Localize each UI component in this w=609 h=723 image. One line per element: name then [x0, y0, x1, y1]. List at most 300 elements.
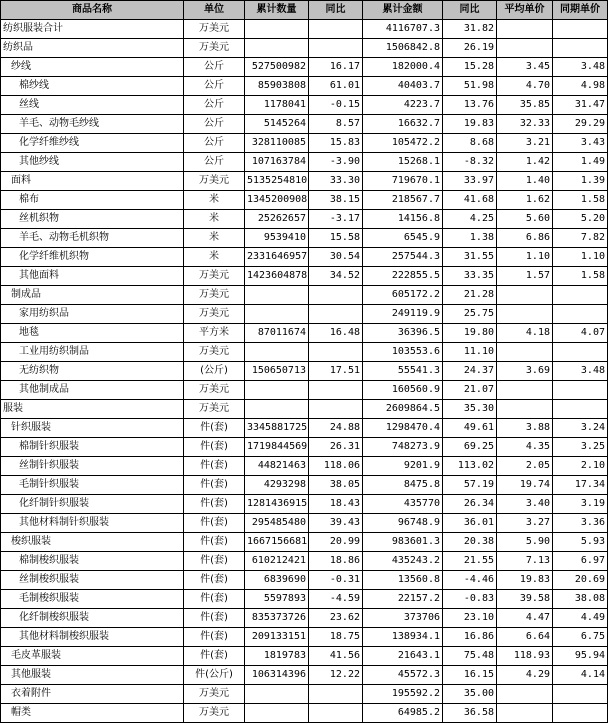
- table-row: [1, 400, 608, 419]
- cell-cumulative-amount: 435243.2: [363, 552, 443, 571]
- table-row: [1, 191, 608, 210]
- cell-cumulative-quantity: 610212421: [245, 552, 309, 571]
- cell-average-price: 1.42: [497, 153, 553, 172]
- cell-cumulative-amount: 748273.9: [363, 438, 443, 457]
- cell-product-name: 棉制梭织服装: [1, 552, 184, 571]
- cell-cumulative-amount: 8475.8: [363, 476, 443, 495]
- cell-average-price: 3.40: [497, 495, 553, 514]
- cell-cumulative-quantity: 1178041: [245, 96, 309, 115]
- cell-quantity-yoy: 20.99: [309, 533, 363, 552]
- cell-product-name: 化学纤维机织物: [1, 248, 184, 267]
- cell-cumulative-amount: 1506842.8: [363, 39, 443, 58]
- cell-prior-period-price: 1.49: [553, 153, 608, 172]
- cell-prior-period-price: [553, 704, 608, 723]
- cell-amount-yoy: 20.38: [443, 533, 497, 552]
- cell-cumulative-quantity: 107163784: [245, 153, 309, 172]
- cell-prior-period-price: 29.29: [553, 115, 608, 134]
- cell-product-name: 毛制针织服装: [1, 476, 184, 495]
- table-row: [1, 571, 608, 590]
- cell-cumulative-quantity: 25262657: [245, 210, 309, 229]
- cell-prior-period-price: 5.20: [553, 210, 608, 229]
- cell-average-price: 32.33: [497, 115, 553, 134]
- cell-prior-period-price: [553, 381, 608, 400]
- table-row: [1, 666, 608, 685]
- cell-average-price: [497, 305, 553, 324]
- cell-quantity-yoy: [309, 305, 363, 324]
- cell-amount-yoy: 75.48: [443, 647, 497, 666]
- cell-average-price: 7.13: [497, 552, 553, 571]
- table-row: [1, 134, 608, 153]
- cell-amount-yoy: 24.37: [443, 362, 497, 381]
- cell-quantity-yoy: [309, 343, 363, 362]
- cell-cumulative-quantity: [245, 685, 309, 704]
- cell-product-name: 毛制梭织服装: [1, 590, 184, 609]
- cell-quantity-yoy: 33.30: [309, 172, 363, 191]
- cell-product-name: 毛皮革服装: [1, 647, 184, 666]
- cell-unit: 公斤: [184, 153, 245, 172]
- cell-product-name: 丝制梭织服装: [1, 571, 184, 590]
- cell-cumulative-amount: 13560.8: [363, 571, 443, 590]
- table-row: [1, 495, 608, 514]
- cell-cumulative-quantity: 835373726: [245, 609, 309, 628]
- cell-amount-yoy: 35.30: [443, 400, 497, 419]
- header-unit: 单位: [184, 1, 245, 20]
- cell-unit: 公斤: [184, 115, 245, 134]
- cell-cumulative-quantity: 295485480: [245, 514, 309, 533]
- cell-quantity-yoy: 118.06: [309, 457, 363, 476]
- cell-unit: 万美元: [184, 286, 245, 305]
- cell-quantity-yoy: 24.88: [309, 419, 363, 438]
- cell-unit: 公斤: [184, 77, 245, 96]
- cell-average-price: [497, 343, 553, 362]
- cell-product-name: 纺织服装合计: [1, 20, 184, 39]
- cell-prior-period-price: [553, 39, 608, 58]
- cell-cumulative-amount: 138934.1: [363, 628, 443, 647]
- cell-cumulative-quantity: 85903808: [245, 77, 309, 96]
- cell-amount-yoy: 4.25: [443, 210, 497, 229]
- cell-unit: 件(套): [184, 571, 245, 590]
- cell-average-price: 19.83: [497, 571, 553, 590]
- table-row: [1, 552, 608, 571]
- cell-cumulative-quantity: [245, 20, 309, 39]
- cell-cumulative-amount: 36396.5: [363, 324, 443, 343]
- cell-quantity-yoy: -4.59: [309, 590, 363, 609]
- cell-average-price: 2.05: [497, 457, 553, 476]
- cell-quantity-yoy: [309, 704, 363, 723]
- cell-average-price: [497, 20, 553, 39]
- cell-quantity-yoy: -3.90: [309, 153, 363, 172]
- table-row: [1, 153, 608, 172]
- cell-product-name: 制成品: [1, 286, 184, 305]
- cell-unit: 万美元: [184, 381, 245, 400]
- cell-cumulative-amount: 21643.1: [363, 647, 443, 666]
- cell-amount-yoy: 13.76: [443, 96, 497, 115]
- table-row: [1, 229, 608, 248]
- cell-amount-yoy: 41.68: [443, 191, 497, 210]
- cell-product-name: 化纤制梭织服装: [1, 609, 184, 628]
- table-row: [1, 172, 608, 191]
- cell-amount-yoy: 35.00: [443, 685, 497, 704]
- cell-amount-yoy: 21.07: [443, 381, 497, 400]
- cell-cumulative-quantity: 527500982: [245, 58, 309, 77]
- cell-product-name: 工业用纺织制品: [1, 343, 184, 362]
- cell-product-name: 棉布: [1, 191, 184, 210]
- cell-quantity-yoy: [309, 39, 363, 58]
- cell-cumulative-quantity: [245, 704, 309, 723]
- cell-average-price: 3.27: [497, 514, 553, 533]
- cell-amount-yoy: 1.38: [443, 229, 497, 248]
- cell-quantity-yoy: 34.52: [309, 267, 363, 286]
- cell-product-name: 丝机织物: [1, 210, 184, 229]
- cell-amount-yoy: 25.75: [443, 305, 497, 324]
- table-row: [1, 628, 608, 647]
- cell-prior-period-price: 3.19: [553, 495, 608, 514]
- header-amount-yoy: 同比: [443, 1, 497, 20]
- cell-amount-yoy: 26.19: [443, 39, 497, 58]
- cell-unit: 件(公斤): [184, 666, 245, 685]
- cell-prior-period-price: 1.39: [553, 172, 608, 191]
- cell-average-price: [497, 704, 553, 723]
- cell-prior-period-price: 17.34: [553, 476, 608, 495]
- cell-cumulative-quantity: 1423604878: [245, 267, 309, 286]
- cell-average-price: 4.47: [497, 609, 553, 628]
- cell-prior-period-price: [553, 400, 608, 419]
- cell-unit: 公斤: [184, 96, 245, 115]
- cell-unit: 件(套): [184, 457, 245, 476]
- cell-quantity-yoy: -0.31: [309, 571, 363, 590]
- cell-cumulative-amount: 45572.3: [363, 666, 443, 685]
- cell-cumulative-quantity: 44821463: [245, 457, 309, 476]
- cell-prior-period-price: 6.97: [553, 552, 608, 571]
- cell-prior-period-price: [553, 20, 608, 39]
- cell-quantity-yoy: -0.15: [309, 96, 363, 115]
- cell-amount-yoy: 31.55: [443, 248, 497, 267]
- table-row: [1, 590, 608, 609]
- cell-amount-yoy: 36.58: [443, 704, 497, 723]
- cell-average-price: 5.90: [497, 533, 553, 552]
- cell-quantity-yoy: 38.05: [309, 476, 363, 495]
- table-row: [1, 647, 608, 666]
- cell-cumulative-quantity: 328110085: [245, 134, 309, 153]
- cell-product-name: 其他材料制梭织服装: [1, 628, 184, 647]
- cell-average-price: 6.64: [497, 628, 553, 647]
- table-row: [1, 58, 608, 77]
- cell-prior-period-price: 31.47: [553, 96, 608, 115]
- cell-cumulative-quantity: [245, 286, 309, 305]
- cell-prior-period-price: 3.48: [553, 58, 608, 77]
- cell-prior-period-price: 3.43: [553, 134, 608, 153]
- cell-unit: 件(套): [184, 476, 245, 495]
- cell-unit: 米: [184, 210, 245, 229]
- cell-quantity-yoy: -3.17: [309, 210, 363, 229]
- cell-cumulative-quantity: 1345200908: [245, 191, 309, 210]
- cell-cumulative-quantity: 3345881725: [245, 419, 309, 438]
- cell-cumulative-amount: 160560.9: [363, 381, 443, 400]
- cell-cumulative-amount: 55541.3: [363, 362, 443, 381]
- cell-average-price: [497, 286, 553, 305]
- cell-average-price: 39.58: [497, 590, 553, 609]
- table-body: [1, 20, 608, 723]
- cell-prior-period-price: 1.58: [553, 191, 608, 210]
- cell-product-name: 棉纱线: [1, 77, 184, 96]
- table-row: [1, 267, 608, 286]
- cell-quantity-yoy: 18.75: [309, 628, 363, 647]
- cell-cumulative-amount: 9201.9: [363, 457, 443, 476]
- cell-cumulative-amount: 983601.3: [363, 533, 443, 552]
- cell-product-name: 面料: [1, 172, 184, 191]
- table-row: [1, 20, 608, 39]
- cell-cumulative-quantity: [245, 305, 309, 324]
- cell-average-price: 1.40: [497, 172, 553, 191]
- cell-prior-period-price: 1.58: [553, 267, 608, 286]
- cell-average-price: 4.70: [497, 77, 553, 96]
- cell-quantity-yoy: 16.48: [309, 324, 363, 343]
- cell-cumulative-amount: 14156.8: [363, 210, 443, 229]
- table-row: [1, 39, 608, 58]
- cell-prior-period-price: 3.48: [553, 362, 608, 381]
- table-row: [1, 533, 608, 552]
- cell-prior-period-price: 4.49: [553, 609, 608, 628]
- cell-amount-yoy: 113.02: [443, 457, 497, 476]
- cell-amount-yoy: 16.86: [443, 628, 497, 647]
- table-row: [1, 286, 608, 305]
- cell-product-name: 羊毛、动物毛纱线: [1, 115, 184, 134]
- cell-average-price: 4.35: [497, 438, 553, 457]
- cell-cumulative-quantity: 2331646957: [245, 248, 309, 267]
- table-row: [1, 704, 608, 723]
- cell-unit: 万美元: [184, 267, 245, 286]
- cell-average-price: 3.45: [497, 58, 553, 77]
- cell-unit: 公斤: [184, 58, 245, 77]
- cell-amount-yoy: 15.28: [443, 58, 497, 77]
- cell-unit: 件(套): [184, 609, 245, 628]
- cell-quantity-yoy: 15.58: [309, 229, 363, 248]
- cell-prior-period-price: 4.98: [553, 77, 608, 96]
- cell-cumulative-amount: 2609864.5: [363, 400, 443, 419]
- cell-cumulative-amount: 195592.2: [363, 685, 443, 704]
- cell-amount-yoy: 21.28: [443, 286, 497, 305]
- cell-cumulative-amount: 435770: [363, 495, 443, 514]
- cell-average-price: 1.57: [497, 267, 553, 286]
- cell-cumulative-quantity: 1281436915: [245, 495, 309, 514]
- cell-average-price: 4.18: [497, 324, 553, 343]
- cell-average-price: [497, 39, 553, 58]
- table-row: [1, 362, 608, 381]
- header-row: [1, 1, 608, 20]
- cell-quantity-yoy: [309, 381, 363, 400]
- cell-cumulative-quantity: [245, 39, 309, 58]
- cell-cumulative-amount: 105472.2: [363, 134, 443, 153]
- cell-prior-period-price: 95.94: [553, 647, 608, 666]
- table-row: [1, 419, 608, 438]
- cell-quantity-yoy: 26.31: [309, 438, 363, 457]
- cell-unit: 件(套): [184, 647, 245, 666]
- cell-amount-yoy: 26.34: [443, 495, 497, 514]
- cell-unit: 件(套): [184, 590, 245, 609]
- cell-product-name: 其他面料: [1, 267, 184, 286]
- cell-cumulative-quantity: 5145264: [245, 115, 309, 134]
- table-row: [1, 305, 608, 324]
- cell-unit: 件(套): [184, 495, 245, 514]
- cell-cumulative-amount: 64985.2: [363, 704, 443, 723]
- cell-cumulative-amount: 222855.5: [363, 267, 443, 286]
- cell-amount-yoy: 23.10: [443, 609, 497, 628]
- cell-amount-yoy: 19.83: [443, 115, 497, 134]
- cell-unit: 件(套): [184, 628, 245, 647]
- cell-unit: 万美元: [184, 39, 245, 58]
- cell-prior-period-price: 7.82: [553, 229, 608, 248]
- cell-prior-period-price: 1.10: [553, 248, 608, 267]
- cell-amount-yoy: -4.46: [443, 571, 497, 590]
- cell-product-name: 梭织服装: [1, 533, 184, 552]
- cell-prior-period-price: 4.14: [553, 666, 608, 685]
- cell-cumulative-quantity: 6839690: [245, 571, 309, 590]
- cell-quantity-yoy: 17.51: [309, 362, 363, 381]
- table-row: [1, 248, 608, 267]
- cell-unit: 万美元: [184, 305, 245, 324]
- cell-cumulative-quantity: 1719844569: [245, 438, 309, 457]
- cell-cumulative-amount: 373706: [363, 609, 443, 628]
- cell-quantity-yoy: 18.86: [309, 552, 363, 571]
- cell-amount-yoy: 11.10: [443, 343, 497, 362]
- cell-amount-yoy: 31.82: [443, 20, 497, 39]
- table-row: [1, 457, 608, 476]
- cell-amount-yoy: 33.97: [443, 172, 497, 191]
- cell-average-price: 1.10: [497, 248, 553, 267]
- cell-prior-period-price: 3.25: [553, 438, 608, 457]
- cell-unit: (公斤): [184, 362, 245, 381]
- cell-quantity-yoy: 18.43: [309, 495, 363, 514]
- cell-unit: 平方米: [184, 324, 245, 343]
- cell-unit: 公斤: [184, 134, 245, 153]
- cell-prior-period-price: 38.08: [553, 590, 608, 609]
- cell-cumulative-amount: 605172.2: [363, 286, 443, 305]
- cell-product-name: 地毯: [1, 324, 184, 343]
- cell-amount-yoy: -8.32: [443, 153, 497, 172]
- cell-cumulative-amount: 6545.9: [363, 229, 443, 248]
- cell-amount-yoy: 19.80: [443, 324, 497, 343]
- cell-product-name: 其他纱线: [1, 153, 184, 172]
- cell-product-name: 纺织品: [1, 39, 184, 58]
- cell-cumulative-quantity: 150650713: [245, 362, 309, 381]
- cell-cumulative-amount: 257544.3: [363, 248, 443, 267]
- cell-cumulative-quantity: 9539410: [245, 229, 309, 248]
- cell-cumulative-amount: 249119.9: [363, 305, 443, 324]
- header-cumulative-amount: 累计金额: [363, 1, 443, 20]
- cell-cumulative-quantity: 4293298: [245, 476, 309, 495]
- table-row: [1, 685, 608, 704]
- cell-unit: 米: [184, 191, 245, 210]
- table-row: [1, 324, 608, 343]
- cell-product-name: 服装: [1, 400, 184, 419]
- table-row: [1, 115, 608, 134]
- cell-unit: 件(套): [184, 514, 245, 533]
- cell-average-price: [497, 400, 553, 419]
- cell-amount-yoy: 16.15: [443, 666, 497, 685]
- table-row: [1, 381, 608, 400]
- cell-average-price: 3.21: [497, 134, 553, 153]
- cell-cumulative-amount: 218567.7: [363, 191, 443, 210]
- table-row: [1, 514, 608, 533]
- cell-product-name: 家用纺织品: [1, 305, 184, 324]
- cell-product-name: 衣着附件: [1, 685, 184, 704]
- cell-cumulative-amount: 182000.4: [363, 58, 443, 77]
- cell-amount-yoy: 8.68: [443, 134, 497, 153]
- table-row: [1, 343, 608, 362]
- header-product-name: 商品名称: [1, 1, 184, 20]
- cell-quantity-yoy: 16.17: [309, 58, 363, 77]
- cell-unit: 万美元: [184, 343, 245, 362]
- cell-unit: 件(套): [184, 552, 245, 571]
- cell-cumulative-quantity: 106314396: [245, 666, 309, 685]
- cell-prior-period-price: 5.93: [553, 533, 608, 552]
- cell-cumulative-quantity: [245, 343, 309, 362]
- header-prior-period-price: 同期单价: [553, 1, 608, 20]
- cell-cumulative-amount: 96748.9: [363, 514, 443, 533]
- header-average-price: 平均单价: [497, 1, 553, 20]
- cell-cumulative-amount: 15268.1: [363, 153, 443, 172]
- cell-quantity-yoy: [309, 286, 363, 305]
- cell-prior-period-price: 3.36: [553, 514, 608, 533]
- cell-amount-yoy: 51.98: [443, 77, 497, 96]
- cell-quantity-yoy: 41.56: [309, 647, 363, 666]
- cell-product-name: 无纺织物: [1, 362, 184, 381]
- cell-quantity-yoy: [309, 400, 363, 419]
- cell-prior-period-price: [553, 343, 608, 362]
- cell-prior-period-price: 6.75: [553, 628, 608, 647]
- cell-prior-period-price: [553, 286, 608, 305]
- table-row: [1, 77, 608, 96]
- cell-unit: 万美元: [184, 172, 245, 191]
- cell-quantity-yoy: 12.22: [309, 666, 363, 685]
- cell-cumulative-amount: 4223.7: [363, 96, 443, 115]
- cell-quantity-yoy: [309, 685, 363, 704]
- cell-cumulative-quantity: 1667156681: [245, 533, 309, 552]
- cell-cumulative-amount: 103553.6: [363, 343, 443, 362]
- cell-cumulative-quantity: 5135254810: [245, 172, 309, 191]
- cell-quantity-yoy: 23.62: [309, 609, 363, 628]
- header-quantity-yoy: 同比: [309, 1, 363, 20]
- cell-amount-yoy: 33.35: [443, 267, 497, 286]
- cell-unit: 米: [184, 229, 245, 248]
- cell-prior-period-price: 4.07: [553, 324, 608, 343]
- cell-average-price: 6.86: [497, 229, 553, 248]
- cell-amount-yoy: 69.25: [443, 438, 497, 457]
- cell-product-name: 棉制针织服装: [1, 438, 184, 457]
- cell-prior-period-price: 3.24: [553, 419, 608, 438]
- cell-average-price: 3.88: [497, 419, 553, 438]
- cell-product-name: 纱线: [1, 58, 184, 77]
- cell-average-price: 5.60: [497, 210, 553, 229]
- cell-unit: 件(套): [184, 533, 245, 552]
- cell-prior-period-price: [553, 305, 608, 324]
- cell-amount-yoy: 49.61: [443, 419, 497, 438]
- table-row: [1, 438, 608, 457]
- cell-quantity-yoy: 39.43: [309, 514, 363, 533]
- cell-average-price: 4.29: [497, 666, 553, 685]
- cell-average-price: [497, 381, 553, 400]
- cell-cumulative-quantity: [245, 381, 309, 400]
- cell-product-name: 其他材料制针织服装: [1, 514, 184, 533]
- cell-product-name: 其他制成品: [1, 381, 184, 400]
- cell-cumulative-quantity: 5597893: [245, 590, 309, 609]
- cell-cumulative-amount: 40403.7: [363, 77, 443, 96]
- cell-cumulative-quantity: 1819783: [245, 647, 309, 666]
- table-row: [1, 96, 608, 115]
- cell-cumulative-quantity: 209133151: [245, 628, 309, 647]
- cell-amount-yoy: -0.83: [443, 590, 497, 609]
- cell-prior-period-price: [553, 685, 608, 704]
